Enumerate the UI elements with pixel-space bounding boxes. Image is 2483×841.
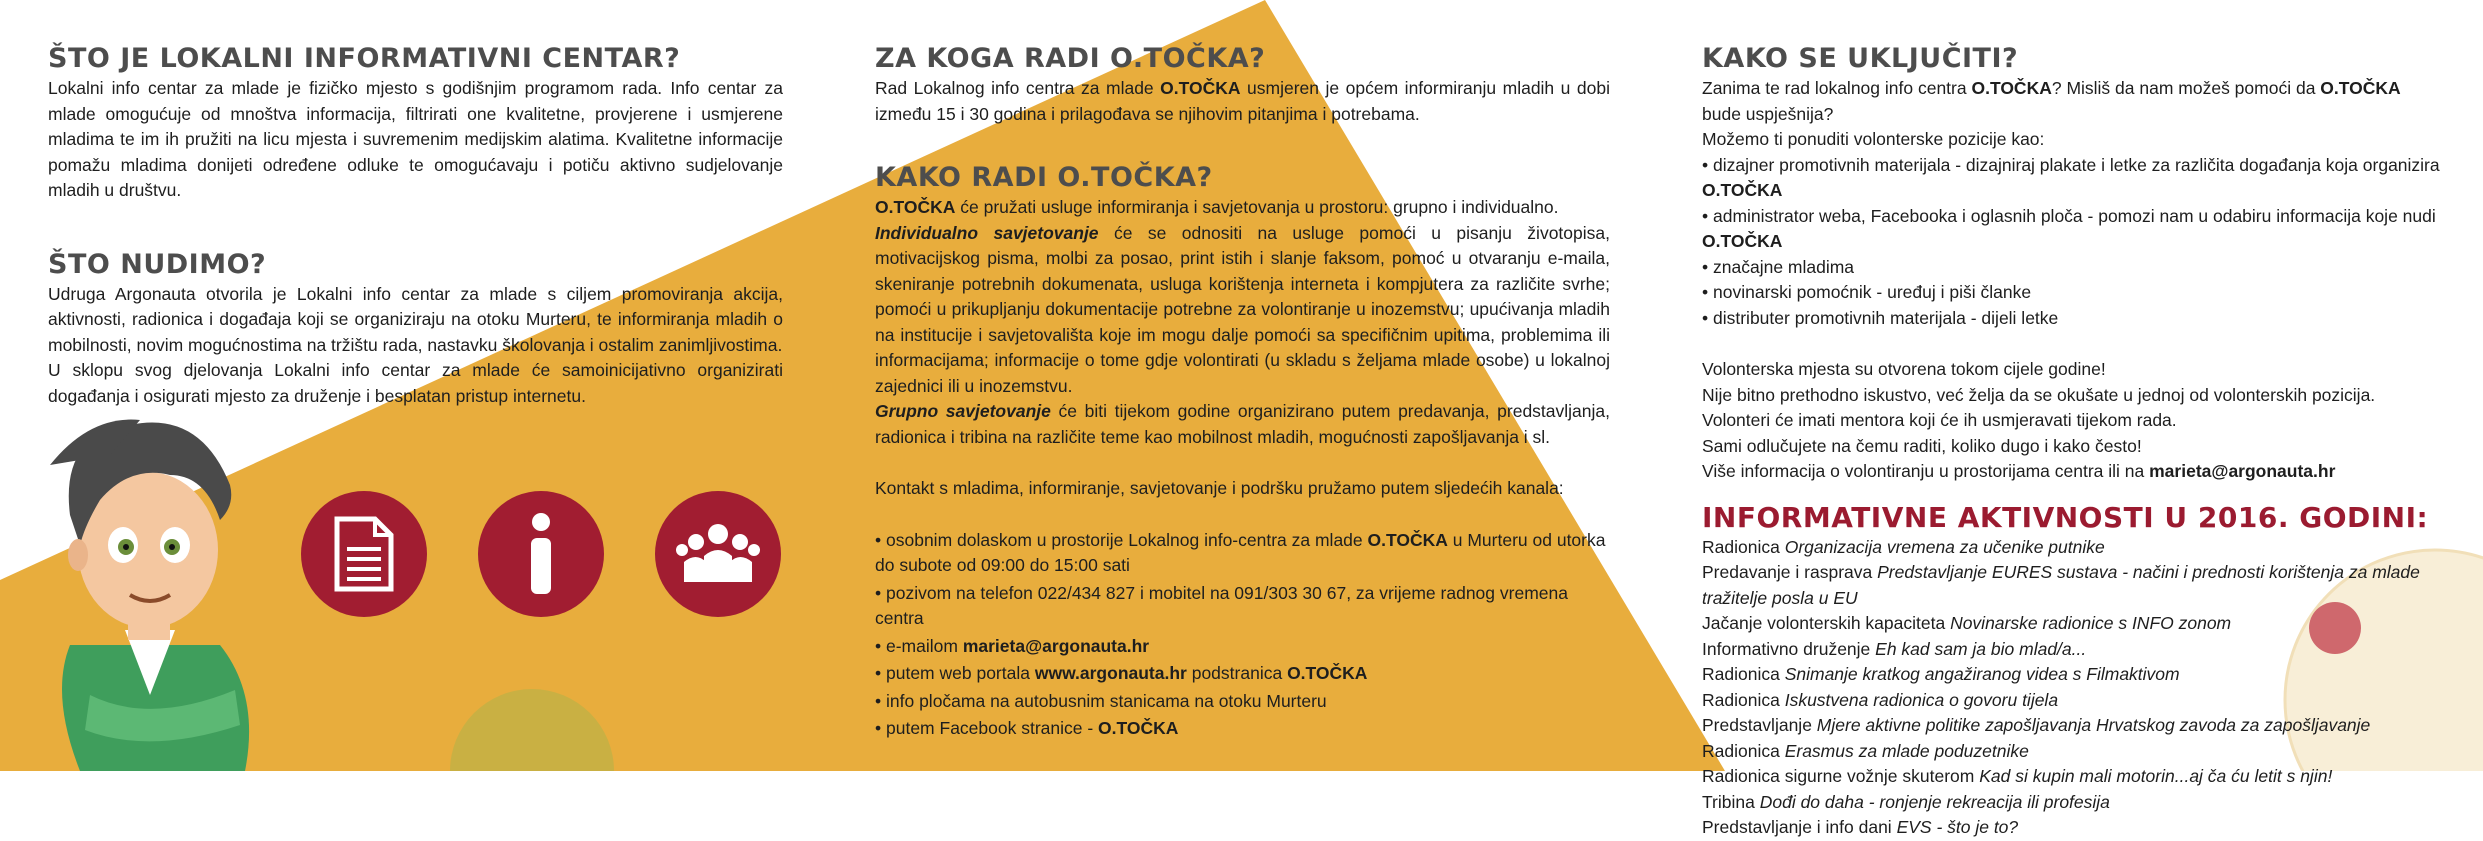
activities-list: [1702, 535, 2442, 841]
volunteer-note-1: Volonterska mjesta su otvorena tokom cijele godine!: [1702, 359, 2106, 379]
group-icon: [676, 522, 760, 586]
volunteer-note-4: Sami odlučujete na čemu raditi, koliko dugo i kako često!: [1702, 435, 2142, 456]
section-title-for-whom: ZA KOGA RADI O.TOČKA?: [875, 43, 1266, 74]
contact-channels-list: [875, 528, 1610, 742]
activity-item: Radionica Snimanje kratkog angažiranog videa s Filmaktivom: [1702, 664, 2180, 684]
document-icon-badge: [301, 491, 427, 617]
section-body-offer-p1: Udruga Argonauta otvorila je Lokalni info centar za mlade s ciljem promoviranja akcija, aktivnosti, radionica i događaja koji se organiziraju na otoku Murteru, te informiranja mladih o mobilnosti, novim mogućnostima na tržištu rada, nastavku školovanja i ostalim zanimljivostima.: [48, 283, 783, 355]
join-offer: Možemo ti ponuditi volonterske pozicije kao:: [1702, 129, 2045, 149]
list-item: • osobnim dolaskom u prostorije Lokalnog info-centra za mlade O.TOČKA u Murteru od utorka do subote od 09:00 do 15:00 sati: [875, 528, 1610, 579]
activity-item: Predstavljanje Mjere aktivne politike zapošljavanja Hrvatskog zavoda za zapošljavanje: [1702, 715, 2371, 735]
section-body-offer-p2: U sklopu svog djelovanja Lokalni info centar za mlade će samoinicijativno organizirati događanja i osigurati mjesto za druženje i besplatan pristup internetu.: [48, 360, 783, 406]
list-item: • distributer promotivnih materijala - dijeli letke: [1702, 306, 2442, 332]
join-intro: Zanima te rad lokalnog info centra O.TOČKA? Misliš da nam možeš pomoći da O.TOČKA bude uspješnija?: [1702, 78, 2401, 124]
volunteer-note-5: Više informacija o volontiranju u prostorijama centra ili na marieta@argonauta.hr: [1702, 461, 2336, 481]
list-item: • info pločama na autobusnim stanicama na otoku Murteru: [875, 689, 1610, 715]
section-title-what-we-offer: ŠTO NUDIMO?: [48, 248, 267, 280]
section-title-how-it-works: KAKO RADI O.TOČKA?: [875, 162, 1213, 193]
activity-item: Radionica Erasmus za mlade poduzetnike: [1702, 740, 2029, 761]
info-icon-badge: [478, 491, 604, 617]
activity-item: Predstavljanje i info dani EVS - što je to?: [1702, 817, 2019, 837]
list-item: • pozivom na telefon 022/434 827 i mobitel na 091/303 30 67, za vrijeme radnog vremena centra: [875, 581, 1610, 632]
volunteer-note-2: Nije bitno prethodno iskustvo, već želja da se okušate u jednoj od volonterskih pozicija.: [1702, 384, 2376, 405]
section-title-what-is-center: ŠTO JE LOKALNI INFORMATIVNI CENTAR?: [48, 43, 681, 74]
volunteer-note-3: Volonteri će imati mentora koji će ih usmjeravati tijekom rada.: [1702, 410, 2177, 430]
activity-item: Radionica Iskustvena radionica o govoru tijela: [1702, 689, 2059, 710]
column-middle: [875, 42, 1610, 744]
list-item: • novinarski pomoćnik - uređuj i piši članke: [1702, 280, 2442, 306]
activity-item: Tribina Dođi do daha - ronjenje rekreacija ili profesija: [1702, 791, 2110, 812]
contact-intro: Kontakt s mladima, informiranje, savjetovanje i podršku pružamo putem sljedećih kanala:: [875, 478, 1564, 498]
activity-item: Radionica Organizacija vremena za učenike putnike: [1702, 536, 2105, 557]
list-item: • e-mailom marieta@argonauta.hr: [875, 634, 1610, 660]
list-item: • administrator weba, Facebooka i oglasnih ploča - pomozi nam u odabiru informacija koje nudi O.TOČKA: [1702, 204, 2442, 255]
list-item: • putem Facebook stranice - O.TOČKA: [875, 716, 1610, 742]
activity-item: Jačanje volonterskih kapaciteta Novinarske radionice s INFO zonom: [1702, 613, 2232, 633]
mascot-boy-illustration: [30, 395, 260, 775]
email-link[interactable]: marieta@argonauta.hr: [2149, 461, 2336, 481]
column-right: [1702, 42, 2442, 841]
list-item: • značajne mladima: [1702, 255, 2442, 281]
activity-item: Predavanje i rasprava Predstavljanje EURES sustava - načini i prednosti korištenja za mlade tražitelje posla u EU: [1702, 562, 2420, 608]
how-intro: O.TOČKA će pružati usluge informiranja i savjetovanja u prostoru: grupno i individualno.: [875, 197, 1559, 217]
email-link[interactable]: marieta@argonauta.hr: [962, 635, 1150, 656]
how-individual: Individualno savjetovanje će se odnositi na usluge pomoći u pisanju životopisa, motivacijskog pisma, molbi za posao, print istih i slanje faksom, pomoć u otvaranju e-maila, skeniranje potrebnih dokumenata, usluga korištenja interneta i kompjutera za različite svrhe; pomoći u prikupljanju dokumentacije potrebne za volontiranje u inozemstvu; upućivanja mladih na institucije i savjetovališta koje im mogu dalje pomoći sa specifičnim upitima, problemima ili informacijama; informacije o tome gdje volontirati (u skladu s željama mlade osobe) u lokalnoj zajednici ili u inozemstvu.: [875, 222, 1610, 396]
column-left: [48, 42, 783, 409]
section-title-how-to-join: KAKO SE UKLJUČITI?: [1702, 43, 2019, 74]
section-body-what-is-center: Lokalni info centar za mlade je fizičko mjesto s godišnjim programom rada. Info centar za mlade omogućuje od mnoštva informacija, filtrirati one kvalitetne, provjerene i usmjerene mladima te im ih pružiti na licu mjesta i suvremenim medijskim alatima. Kvalitetne informacije pomažu mladima donijeti određene odluke te omogućavaju i potiču aktivno sudjelovanje mladih u društvu.: [48, 78, 783, 200]
activity-item: Radionica sigurne vožnje skuterom Kad si kupin mali motorin...aj ča ću letit s njin!: [1702, 766, 2333, 786]
group-icon-badge: [655, 491, 781, 617]
list-item: • dizajner promotivnih materijala - dizajniraj plakate i letke za različita događanja koja organizira O.TOČKA: [1702, 153, 2442, 204]
info-icon: [526, 512, 556, 596]
activity-item: Informativno druženje Eh kad sam ja bio mlad/a...: [1702, 638, 2087, 659]
section-title-activities-2016: INFORMATIVNE AKTIVNOSTI U 2016. GODINI:: [1702, 500, 2429, 534]
how-group: Grupno savjetovanje će biti tijekom godine organizirano putem predavanja, predstavljanja, radionica i tribina na različite teme kao mobilnost mladih, mogućnosti zapošljavanja i sl.: [875, 401, 1610, 447]
web-link[interactable]: www.argonauta.hr: [1034, 663, 1187, 683]
section-body-for-whom: Rad Lokalnog info centra za mlade O.TOČKA usmjeren je općem informiranju mladih u dobi između 15 i 30 godina i prilagođava se njihovim pitanjima i potrebama.: [875, 78, 1610, 124]
volunteer-positions-list: [1702, 153, 2442, 332]
list-item: • putem web portala www.argonauta.hr podstranica O.TOČKA: [875, 661, 1610, 687]
document-icon: [333, 515, 395, 593]
